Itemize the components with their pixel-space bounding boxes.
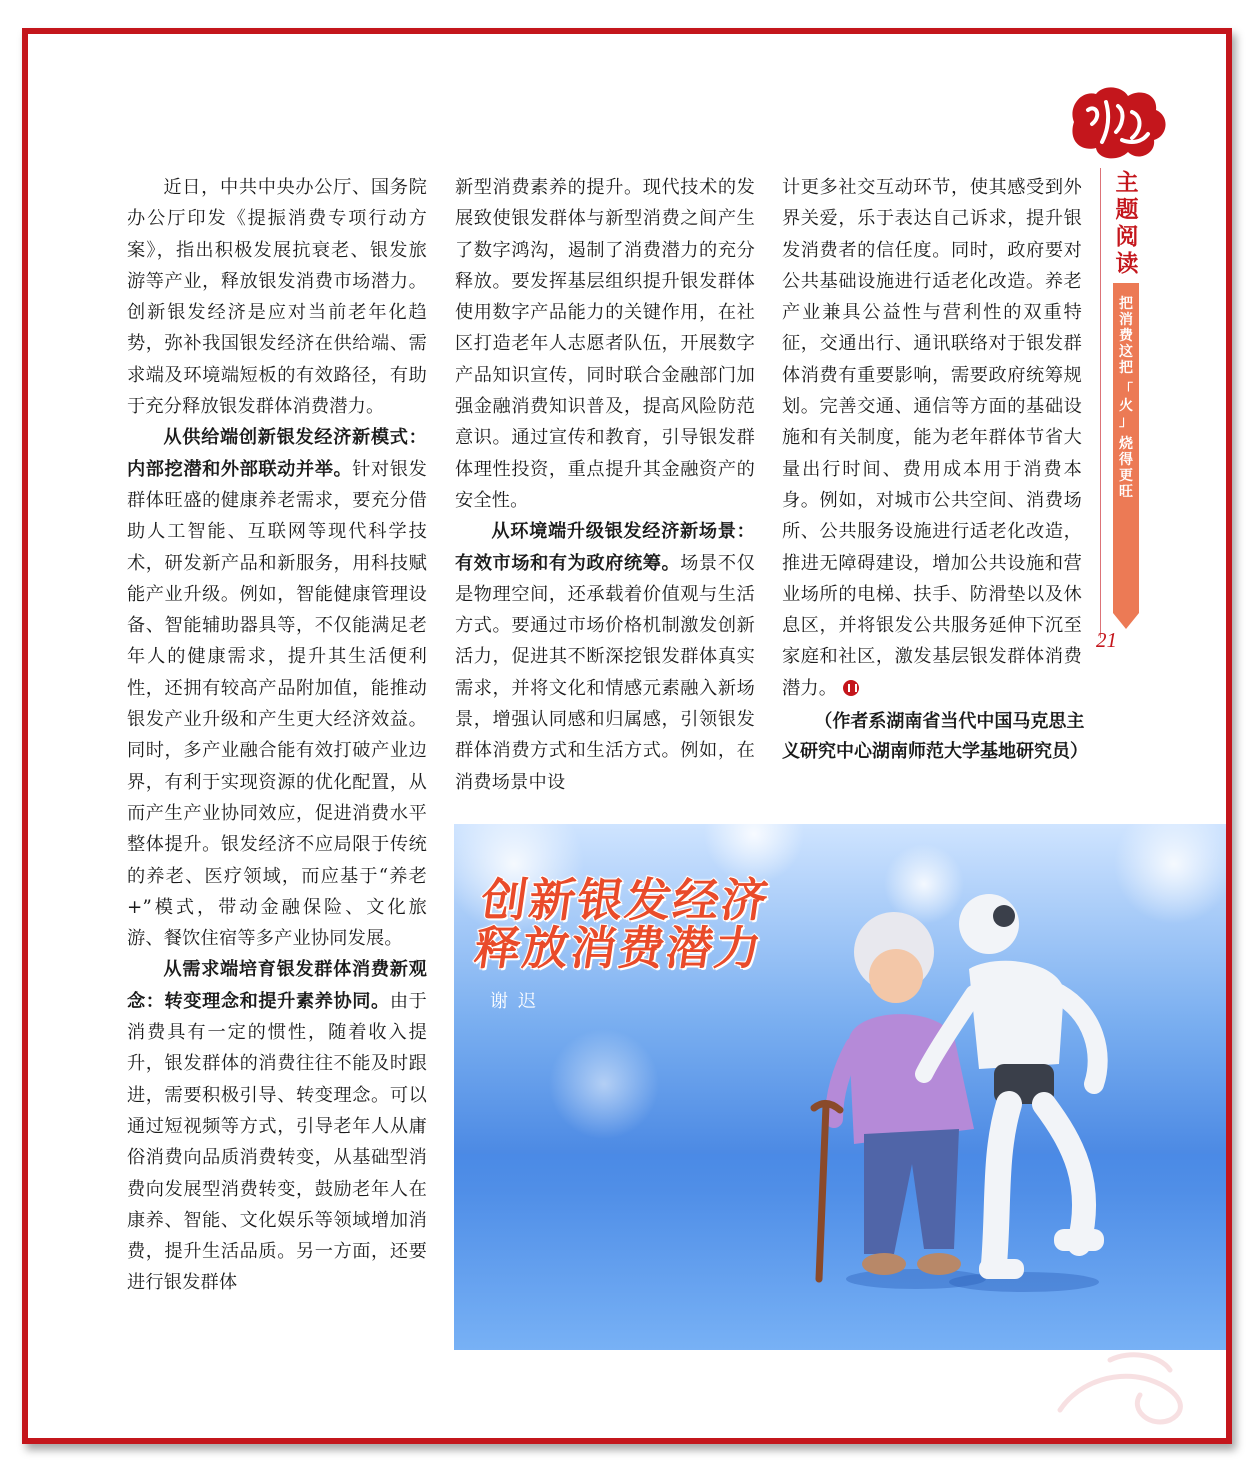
section-title: 主题阅读 xyxy=(1115,170,1139,277)
paragraph: 近日，中共中央办公厅、国务院办公厅印发《提振消费专项行动方案》，指出积极发展抗衰老、银发旅游等产业，释放银发消费市场潜力。创新银发经济是应对当前老年化趋势，弥补我国银发经济在供给端、需求端及环境端短板的有效路径，有助于充分释放银发群体消费潜力。 xyxy=(127,177,427,418)
paragraph: 从需求端培育银发群体消费新观念：转变理念和提升素养协同。由于消费具有一定的惯性，随着收入提升，银发群体的消费往往不能及时跟进，需要积极引导、转变理念。可以通过短视频等方式，引导老年人从庸俗消费向品质消费转变，从基础型消费向发展型消费转变，鼓励老年人在康养、智能、文化娱乐等领域增加消费，提升生活品质。另一方面，还要进行银发群体 xyxy=(127,959,427,1294)
subheading: 从环境端升级银发经济新场景：有效市场和有为政府统筹。 xyxy=(455,521,755,574)
decorative-swirl-icon xyxy=(1040,1340,1200,1430)
section-subtitle: 把 消 费 这 把 「 火 」 烧 得 更 旺 xyxy=(1119,296,1133,500)
end-mark-icon xyxy=(843,680,859,696)
illustration-title: 创新银发经济 释放消费潜力 xyxy=(470,873,774,975)
section-guide-line xyxy=(1100,168,1101,638)
paragraph: 计更多社交互动环节，使其感受到外界关爱，乐于表达自己诉求，提升银发消费者的信任度。同时，政府要对公共基础设施进行适老化改造。养老产业兼具公益性与营利性的双重特征，交通出行、通讯联络对于银发群体消费有重要影响，需要政府统筹规划。完善交通、通信等方面的基础设施和有关制度，能为老年群体节省大量出行时间、费用成本用于消费本身。例如，对城市公共空间、消费场所、公共服务设施进行适老化改造，推进无障碍建设，增加公共设施和营业场所的电梯、扶手、防滑垫以及休息区，并将银发公共服务延伸下沉至家庭和社区，激发基层银发群体消费潜力。 xyxy=(782,177,1082,699)
subheading: 从需求端培育银发群体消费新观念：转变理念和提升素养协同。 xyxy=(127,959,427,1012)
article-column-3 xyxy=(782,172,1082,704)
article-column-1 xyxy=(127,172,427,1299)
article-column-2 xyxy=(455,172,755,798)
author-note: （作者系湖南省当代中国马克思主义研究中心湖南师范大学基地研究员） xyxy=(782,711,1088,762)
xinxiang-pinglun-seal-logo xyxy=(1062,82,1174,164)
paragraph: 从供给端创新银发经济新模式：内部挖潜和外部联动并举。针对银发群体旺盛的健康养老需求，要充分借助人工智能、互联网等现代科学技术，研发新产品和新服务，用科技赋能产业升级。例如，智能健康管理设备、智能辅助器具等，不仅能满足老年人的健康需求，提升其生活便利性，还拥有较高产品附加值，能推动银发产业升级和产生更大经济效益。同时，多产业融合能有效打破产业边界，有利于实现资源的优化配置，从而产生产业协同效应，促进消费水平整体提升。银发经济不应局限于传统的养老、医疗领域，而应基于“养老+”模式，带动金融保险、文化旅游、餐饮住宿等多产业协同发展。 xyxy=(127,427,427,950)
page-number: 21 xyxy=(1096,628,1117,652)
article-illustration xyxy=(454,824,1226,1350)
subheading: 从供给端创新银发经济新模式：内部挖潜和外部联动并举。 xyxy=(127,427,427,480)
paragraph: 新型消费素养的提升。现代技术的发展致使银发群体与新型消费之间产生了数字鸿沟，遏制了消费潜力的充分释放。要发挥基层组织提升银发群体使用数字产品能力的关键作用，在社区打造老年人志愿者队伍，开展数字产品知识宣传，同时联合金融部门加强金融消费知识普及，提高风险防范意识。通过宣传和教育，引导银发群体理性投资，重点提升其金融资产的安全性。 xyxy=(455,177,755,511)
illustration-author: 谢迟 xyxy=(490,991,546,1012)
paragraph: 从环境端升级银发经济新场景：有效市场和有为政府统筹。场景不仅是物理空间，还承载着价值观与生活方式。要通过市场价格机制激发创新活力，促进其不断深挖银发群体真实需求，并将文化和情感元素融入新场景，增强认同感和归属感，引领银发群体消费方式和生活方式。例如，在消费场景中设 xyxy=(455,521,755,793)
